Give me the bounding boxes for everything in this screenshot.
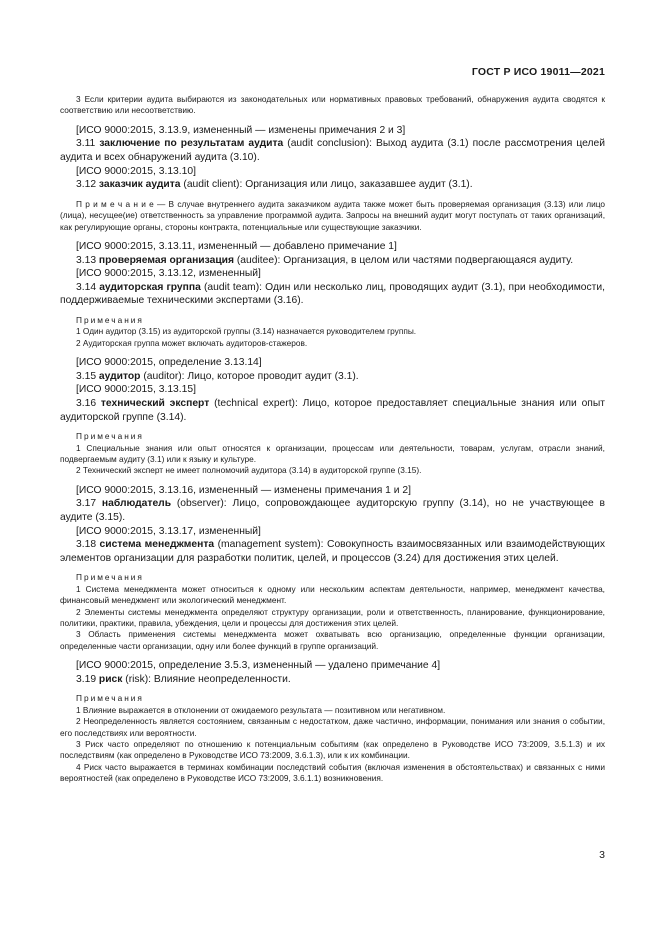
term-number: 3.17 xyxy=(76,498,97,510)
notes-label: Примечания xyxy=(76,572,144,583)
note-item: 4 Риск часто выражается в терминах комбинации последствий события (включая изменения в обстоятельствах) и связанных с ними вероятностей (как определено в Руководстве ИСО 73:2009, 3.6.1.1) возникновения. xyxy=(60,761,605,784)
note-text: — В случае внутреннего аудита заказчиком аудита также может быть проверяемая организация (3.13) или лицо (лица), несущее(ие) ответственность за управление программой аудита. Запросы на внешний аудит могут поступать от таких организаций, как регулирующие органы, стороны контракта, потенциальные или существующие заказчики. xyxy=(60,198,606,232)
term-title: система менеджмента xyxy=(99,539,215,551)
page-number: 3 xyxy=(599,849,605,861)
note-item: 2 Аудиторская группа может включать аудиторов-стажеров. xyxy=(76,337,308,348)
term-number: 3.19 xyxy=(76,673,97,685)
notes-label: Примечания xyxy=(76,431,144,442)
term-number: 3.11 xyxy=(76,138,96,150)
ref-3-13: [ИСО 9000:2015, 3.13.12, измененный] xyxy=(76,268,261,280)
term-definition: (audit client): Организация или лицо, заказавшее аудит (3.1). xyxy=(180,179,473,191)
term-3-18 xyxy=(60,538,605,565)
note-item: 1 Влияние выражается в отклонении от ожидаемого результата — позитивном или негативном. xyxy=(76,704,446,715)
term-title: заказчик аудита xyxy=(98,179,181,191)
note-item: 1 Один аудитор (3.15) из аудиторской группы (3.14) назначается руководителем группы. xyxy=(76,326,417,337)
note-item: 2 Элементы системы менеджмента определяют структуру организации, роли и ответственность, планирование, функционирование, политики, практики, правила, убеждения, цели и процессы для достижения этих целей. xyxy=(60,606,605,628)
document-header: ГОСТ Р ИСО 19011—2021 xyxy=(471,66,605,78)
notes-label: Примечания xyxy=(76,314,144,325)
term-number: 3.18 xyxy=(76,539,97,551)
term-number: 3.13 xyxy=(76,254,97,266)
term-title: проверяемая организация xyxy=(98,254,234,266)
notes-label: Примечания xyxy=(76,693,144,704)
term-3-12 xyxy=(60,178,605,192)
term-number: 3.16 xyxy=(76,397,97,409)
term-title: заключение по результатам аудита xyxy=(99,138,284,150)
term-definition: (auditee): Организация, в целом или частями подвергающаяся аудиту. xyxy=(234,254,574,266)
term-title: аудитор xyxy=(98,370,141,382)
term-definition: (audit conclusion): Выход аудита (3.1) после рассмотрения целей аудита и всех обнаружений аудита (3.10). xyxy=(60,138,605,163)
note-label: П р и м е ч а н и е xyxy=(76,198,154,209)
term-definition: (auditor): Лицо, которое проводит аудит (3.1). xyxy=(140,370,359,382)
ref-3-17: [ИСО 9000:2015, 3.13.17, измененный] xyxy=(76,525,261,537)
note-3-prev: 3 Если критерии аудита выбираются из законодательных или нормативных правовых требований, обнаружения аудита сводятся к соответствию или несоответствию. xyxy=(60,94,605,116)
term-3-13 xyxy=(60,254,605,268)
ref-3-12: [ИСО 9000:2015, 3.13.11, измененный — добавлено примечание 1] xyxy=(76,241,397,252)
note-item: 3 Риск часто определяют по отношению к потенциальным событиям (как определено в Руководстве ИСО 73:2009, 3.5.1.3) и их последствиям (как определено в Руководстве ИСО 73:2009, 3.6.1.3), или к их комбинации. xyxy=(60,739,605,761)
term-title: аудиторская группа xyxy=(99,281,201,293)
page-content xyxy=(60,94,605,785)
term-title: технический эксперт xyxy=(100,397,210,409)
ref-3-14: [ИСО 9000:2015, определение 3.13.14] xyxy=(76,357,262,369)
term-definition: (audit team): Один или несколько лиц, проводящих аудит (3.1), при необходимости, поддерживаемые техническими экспертами (3.16). xyxy=(60,281,605,307)
term-title: риск xyxy=(98,673,123,685)
term-definition: (technical expert): Лицо, которое предоставляет специальные знания или опыт аудиторской группе (3.14). xyxy=(60,397,605,423)
note-item: 1 Специальные знания или опыт относятся к организации, процессам или деятельности, товарам, услугам, отрасли знаний, подвергаемым аудиту (3.1) или к языку и культуре. xyxy=(60,442,605,464)
term-title: наблюдатель xyxy=(101,498,172,510)
term-definition: (risk): Влияние неопределенности. xyxy=(122,673,291,685)
ref-3-18: [ИСО 9000:2015, определение 3.5.3, измененный — удалено примечание 4] xyxy=(76,660,441,672)
term-definition: (observer): Лицо, сопровождающее аудиторскую группу (3.14), но не участвующее в аудите (3.15). xyxy=(60,498,605,523)
ref-3-10: [ИСО 9000:2015, 3.13.9, измененный — изменены примечания 2 и 3] xyxy=(76,124,406,136)
ref-3-15: [ИСО 9000:2015, 3.13.15] xyxy=(76,384,196,396)
term-number: 3.15 xyxy=(76,370,97,382)
term-3-19 xyxy=(60,673,605,687)
term-definition: (management system): Совокупность взаимосвязанных или взаимодействующих элементов организации для разработки политик, целей, и процессов (3.24) для достижения этих целей. xyxy=(60,539,605,564)
term-3-15 xyxy=(60,370,605,384)
ref-3-11: [ИСО 9000:2015, 3.13.10] xyxy=(76,165,196,177)
term-3-11 xyxy=(60,137,605,164)
term-3-16 xyxy=(60,397,605,424)
note-item: 3 Область применения системы менеджмента может охватывать всю организацию, определенные функции организации, определенные части организации, одну или более функций в группе организаций. xyxy=(60,629,605,651)
term-3-14 xyxy=(60,281,605,308)
term-number: 3.12 xyxy=(76,179,97,191)
note-item: 1 Система менеджмента может относиться к одному или нескольким аспектам деятельности, например, менеджмент качества, финансовый менеджмент или экологический менеджмент. xyxy=(60,583,605,606)
note-item: 2 Технический эксперт не имеет полномочий аудитора (3.14) в аудиторской группе (3.15). xyxy=(76,465,422,476)
term-number: 3.14 xyxy=(76,281,97,293)
note-item: 2 Неопределенность является состоянием, связанным с недостатком, даже частично, информации, понимания или знания о событии, его последствиях или вероятности. xyxy=(60,716,605,738)
ref-3-16: [ИСО 9000:2015, 3.13.16, измененный — изменены примечания 1 и 2] xyxy=(76,484,411,496)
note-3-12 xyxy=(60,199,605,233)
term-3-17 xyxy=(60,497,605,524)
